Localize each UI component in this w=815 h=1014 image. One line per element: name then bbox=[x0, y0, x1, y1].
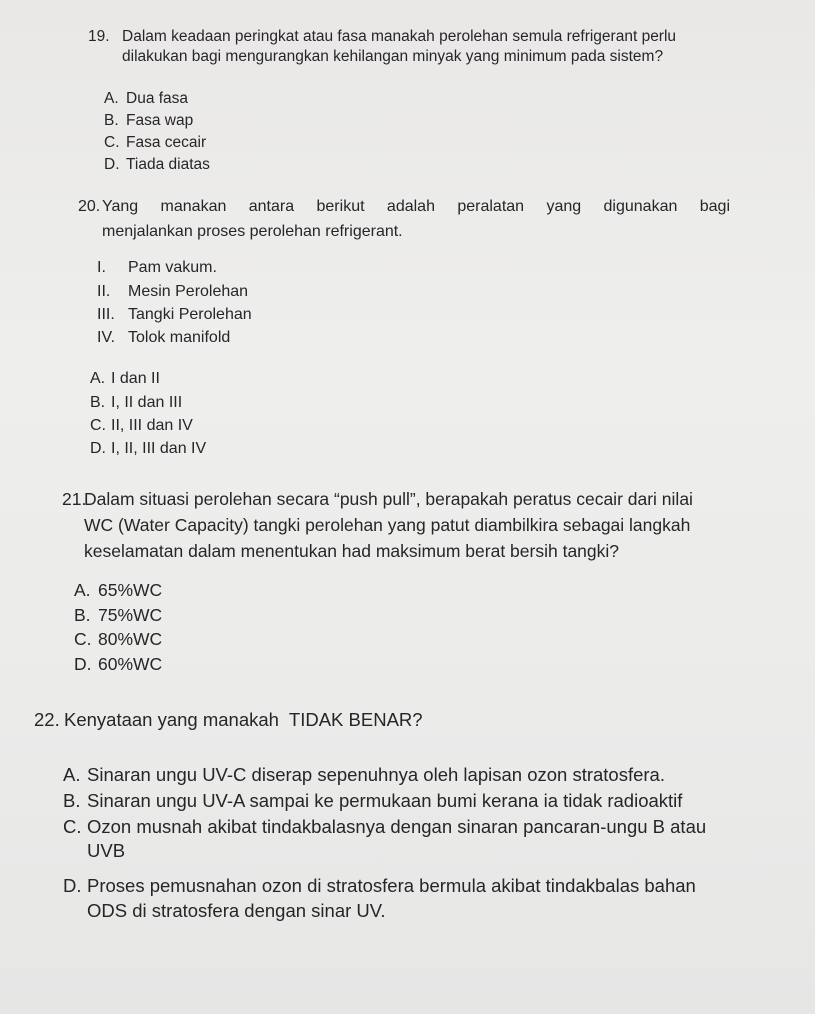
item-numeral: IV. bbox=[97, 329, 116, 346]
option-letter: A. bbox=[63, 764, 81, 785]
option-text: 75%WC bbox=[98, 605, 163, 625]
question-number: 20. bbox=[78, 198, 101, 215]
option-text: Fasa cecair bbox=[126, 134, 207, 151]
option-letter: C. bbox=[104, 134, 120, 151]
item-iii bbox=[97, 306, 252, 324]
question-22 bbox=[34, 708, 754, 732]
option-letter: A. bbox=[90, 370, 106, 387]
option-text: Fasa wap bbox=[126, 112, 194, 129]
option-letter: B. bbox=[90, 394, 106, 411]
question-number: 22. bbox=[34, 709, 60, 730]
option-text: Tiada diatas bbox=[126, 156, 210, 173]
item-text: Mesin Perolehan bbox=[128, 283, 249, 300]
option-text: UVB bbox=[87, 840, 126, 861]
option-text: Dua fasa bbox=[126, 90, 189, 107]
question-text-line: Dalam situasi perolehan secara “push pull”, berapakah peratus cecair dari nilai bbox=[84, 489, 693, 509]
option-c bbox=[63, 815, 706, 839]
option-letter: A. bbox=[74, 580, 91, 600]
item-numeral: II. bbox=[97, 283, 111, 300]
question-text-line: menjalankan proses perolehan refrigerant. bbox=[102, 223, 403, 240]
option-c bbox=[104, 134, 206, 152]
item-text: Tangki Perolehan bbox=[128, 306, 252, 323]
option-letter: C. bbox=[74, 629, 92, 649]
item-text: Tolok manifold bbox=[128, 329, 231, 346]
option-text: I, II dan III bbox=[111, 394, 183, 411]
question-19 bbox=[88, 27, 728, 67]
option-text: 65%WC bbox=[98, 580, 163, 600]
option-d bbox=[63, 874, 696, 898]
item-text: Pam vakum. bbox=[128, 259, 217, 276]
option-letter: D. bbox=[90, 440, 106, 457]
option-letter: D. bbox=[74, 654, 92, 674]
question-text-line: keselamatan dalam menentukan had maksimum berat bersih tangki? bbox=[84, 541, 620, 561]
option-a bbox=[74, 580, 162, 601]
option-b bbox=[63, 789, 682, 813]
option-letter: C. bbox=[63, 816, 82, 837]
option-text: Proses pemusnahan ozon di stratosfera bermula akibat tindakbalas bahan bbox=[87, 875, 696, 896]
option-text: ODS di stratosfera dengan sinar UV. bbox=[87, 900, 386, 921]
option-b bbox=[74, 605, 162, 626]
option-b bbox=[104, 112, 193, 130]
option-b bbox=[90, 394, 182, 412]
option-text: 60%WC bbox=[98, 654, 163, 674]
option-text: II, III dan IV bbox=[111, 417, 193, 434]
question-21 bbox=[62, 486, 746, 564]
option-letter: B. bbox=[104, 112, 119, 129]
option-letter: B. bbox=[74, 605, 91, 625]
question-text bbox=[102, 194, 730, 244]
question-20 bbox=[78, 194, 730, 244]
item-numeral: III. bbox=[97, 306, 115, 323]
option-text: I dan II bbox=[111, 370, 160, 387]
option-d bbox=[104, 156, 210, 174]
option-d bbox=[74, 654, 162, 675]
option-letter: B. bbox=[63, 790, 81, 811]
question-text-line: WC (Water Capacity) tangki perolehan yang patut diambilkira sebagai langkah bbox=[84, 515, 691, 535]
option-text: Sinaran ungu UV-A sampai ke permukaan bumi kerana ia tidak radioaktif bbox=[87, 790, 683, 811]
question-text-line: Dalam keadaan peringkat atau fasa manakah perolehan semula refrigerant perlu bbox=[122, 28, 677, 45]
question-number: 21. bbox=[62, 489, 87, 509]
question-text: Kenyataan yang manakah TIDAK BENAR? bbox=[64, 709, 423, 730]
option-text: Ozon musnah akibat tindakbalasnya dengan sinaran pancaran-ungu B atau bbox=[87, 816, 707, 837]
option-letter: D. bbox=[104, 156, 120, 173]
option-a bbox=[104, 90, 188, 108]
question-text-line: Yang manakan antara berikut adalah peralatan yang digunakan bagi bbox=[102, 198, 730, 215]
option-text: Sinaran ungu UV-C diserap sepenuhnya oleh lapisan ozon stratosfera. bbox=[87, 764, 665, 785]
item-i bbox=[97, 259, 217, 277]
option-c bbox=[74, 629, 162, 650]
option-letter: C. bbox=[90, 417, 106, 434]
option-letter: A. bbox=[104, 90, 119, 107]
question-text bbox=[84, 486, 746, 564]
option-text: 80%WC bbox=[98, 629, 163, 649]
option-c bbox=[90, 417, 193, 435]
item-iv bbox=[97, 329, 230, 347]
option-a bbox=[90, 370, 160, 388]
option-d-continuation bbox=[87, 899, 386, 923]
question-number: 19. bbox=[88, 28, 110, 45]
option-a bbox=[63, 763, 665, 787]
option-d bbox=[90, 440, 206, 458]
item-ii bbox=[97, 283, 248, 301]
question-text-line: dilakukan bagi mengurangkan kehilangan minyak yang minimum pada sistem? bbox=[122, 48, 664, 65]
question-text bbox=[122, 27, 728, 67]
option-letter: D. bbox=[63, 875, 82, 896]
option-text: I, II, III dan IV bbox=[111, 440, 207, 457]
item-numeral: I. bbox=[97, 259, 106, 276]
option-c-continuation bbox=[87, 839, 125, 863]
